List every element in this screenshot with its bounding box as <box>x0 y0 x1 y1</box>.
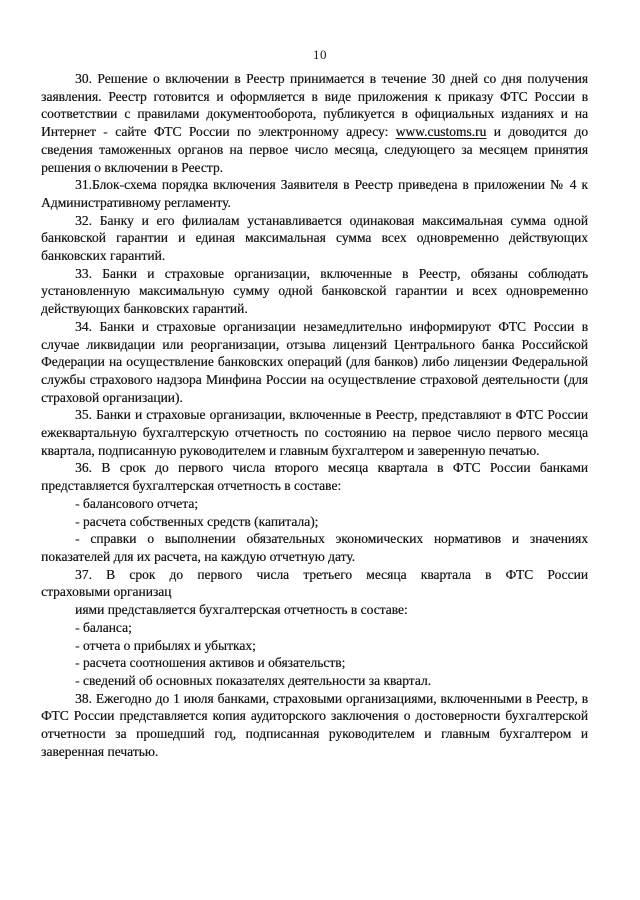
customs-url-link: www.customs.ru <box>395 124 487 140</box>
paragraph-30 <box>41 70 588 176</box>
paragraph-37-item-balance: - баланса; <box>75 619 132 635</box>
paragraph-37-item-assets-liabilities: - расчета соотношения активов и обязательств; <box>75 655 346 671</box>
paragraph-30-text-before: 30. Решение о включении в Реестр принимается в течение 30 дней со дня получения заявления. Реестр готовится и оформляется в виде приложения к приказу ФТС России в соответствии с правилами документооборота, публикуется в официальных изданиях и на Интернет - сайте ФТС России по электронному адресу: <box>41 71 588 140</box>
paragraph-32: 32. Банку и его филиалам устанавливается одинаковая максимальная сумма одной банковской гарантии и единая максимальная сумма всех одновременно действующих банковских гарантий. <box>41 212 588 264</box>
paragraph-36-item-norms-reference: - справки о выполнении обязательных экономических нормативов и значениях показателей для их расчета, на каждую отчетную дату. <box>41 531 588 564</box>
paragraph-36-item-own-funds: - расчета собственных средств (капитала); <box>75 513 319 529</box>
paragraph-38: 38. Ежегодно до 1 июля банками, страховыми организациями, включенными в Реестр, в ФТС России представляется копия аудиторского заключения о достоверности бухгалтерской отчетности за прошедший год, подписанная руководителем и главным бухгалтером и заверенная печатью. <box>41 690 588 759</box>
paragraph-36-intro: 36. В срок до первого числа второго месяца квартала в ФТС России банками представляется бухгалтерская отчетность в составе: <box>41 460 588 494</box>
paragraph-37-resume: иями представляется бухгалтерская отчетность в составе: <box>75 602 408 618</box>
paragraph-37-item-key-indicators: - сведений об основных показателях деятельности за квартал. <box>75 672 431 688</box>
paragraph-33: 33. Банки и страховые организации, включенные в Реестр, обязаны соблюдать установленную максимальную сумму одной банковской гарантии и всех одновременно действующих банковских гарантий. <box>41 265 588 317</box>
document-body <box>41 70 588 760</box>
paragraph-34: 34. Банки и страховые организации незамедлительно информируют ФТС России в случае ликвидации или реорганизации, отзыва лицензий Центрального банка Российской Федерации на осуществление банковских операций (для банков) либо лицензии Федеральной службы страхового надзора Минфина России на осуществление страховой деятельности (для страховой организации). <box>41 318 588 405</box>
paragraph-37-line1: 37. В срок до первого числа третьего месяца квартала в ФТС России <box>75 566 588 582</box>
page-number: 10 <box>313 47 327 62</box>
paragraph-31: 31.Блок-схема порядка включения Заявителя в Реестр приведена в приложении № 4 к Административному регламенту. <box>41 177 588 210</box>
paragraph-37-item-profit-loss: - отчета о прибылях и убытках; <box>75 637 256 653</box>
paragraph-37-continuation: страховыми организац <box>41 584 172 600</box>
paragraph-35: 35. Банки и страховые организации, включенные в Реестр, представляют в ФТС России ежеквартальную бухгалтерскую отчетность по состоянию на первое число первого месяца квартала, подписанную руководителем и главным бухгалтером и заверенную печатью. <box>41 407 588 458</box>
paragraph-36-item-balance-report: - балансового отчета; <box>75 495 198 511</box>
paragraph-30-text-after: и доводится до сведения таможенных органов на первое число месяца, следующего за месяцем принятия решения о включении в Реестр. <box>41 124 588 175</box>
